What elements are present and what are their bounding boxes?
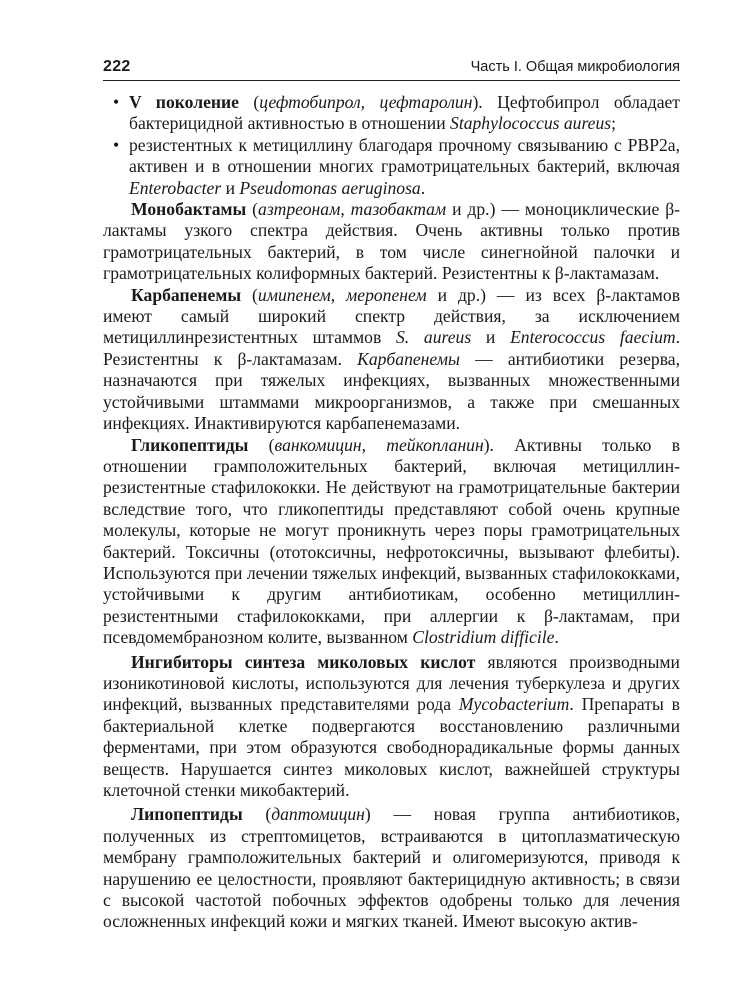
organism-name: Clostridium difficile <box>412 627 555 648</box>
running-head: Часть I. Общая микробиология <box>470 59 680 75</box>
paragraph-glycopeptides: Гликопептиды (ванкомицин, тейкопланин). Активны только в отношении грамположительных бактерий, включая метициллин-резистентные стафилококки. Не действуют на грамотрицательные бактерии вследствие того, что гликопептиды представляют собой очень крупные молекулы, которые не могут проникнуть через поры грамотрицательных бактерий. Токсичны (ототоксичны, нефротоксичны, вызывают флебиты). Используются при лечении тяжелых инфекций, вызванных стафилококками, устойчивыми к другим антибиотикам, особенно метициллин-резистентными стафилококками, при аллергии к β-лактамам, при псевдомембранозном колите, вызванном Clostridium difficile. <box>103 434 680 648</box>
page-header <box>103 58 680 81</box>
term-glycopeptides: Гликопептиды <box>131 434 249 455</box>
page-number: 222 <box>103 58 131 75</box>
drug-name: тазобактам <box>350 199 447 220</box>
term-lipopeptides: Липопептиды <box>131 804 243 825</box>
organism-name: Pseudomonas aeruginosa <box>239 177 421 198</box>
organism-name: S. aureus <box>396 327 472 348</box>
bullet-item-mrsa: • резистентных к метициллину благодаря прочному связыванию с PBP2a, активен и в отношении многих грамотрицательных бактерий, включая Enterobacter и Pseudomonas aeruginosa. <box>129 135 680 199</box>
term-mycolic-acid-inhibitors: Ингибиторы синтеза миколовых кислот <box>131 651 476 672</box>
drug-name: имипенем <box>257 284 331 305</box>
term-monobactams: Монобактамы <box>131 199 247 220</box>
organism-name: Mycobacterium <box>458 694 570 715</box>
bullet-list <box>103 92 680 199</box>
drug-name: тейкопланин <box>386 434 484 455</box>
term-carbapenems: Карбапенемы <box>131 284 242 305</box>
paragraph-lipopeptides: Липопептиды (даптомицин) — новая группа антибиотиков, полученных из стрептомицетов, встраиваются в цитоплазматическую мембрану грамположительных бактерий и олигомеризуются, приводя к нарушению ее целостности, проявляют бактерицидную активность; в связи с высокой частотой побочных эффектов одобрены только для лечения осложненных инфекций кожи и мягких тканей. Имеют высокую актив- <box>103 804 680 932</box>
drug-name: ванкомицин <box>274 434 362 455</box>
drug-name: азтреонам <box>258 199 341 220</box>
term-italic: Карбапенемы <box>357 348 460 369</box>
paragraph-carbapenems: Карбапенемы (имипенем, меропенем и др.) — из всех β-лактамов имеют самый широкий спектр действия, за исключением метициллинрезистентных штаммов S. aureus и Enterococcus faecium. Резистентны к β-лактамазам. Карбапенемы — антибиотики резерва, назначаются при тяжелых инфекциях, вызванных множественными устойчивыми штаммами микроорганизмов, а также при смешанных инфекциях. Инактивируются карбапенемазами. <box>103 284 681 434</box>
organism-name: Enterobacter <box>129 177 222 198</box>
drug-name: меропенем <box>346 284 427 305</box>
drug-names: цефтобипрол, цефтаролин <box>259 92 473 112</box>
term-fifth-generation: V поколение <box>129 92 239 112</box>
page-body <box>103 92 680 933</box>
bullet-item-fifth-generation: • V поколение (цефтобипрол, цефтаролин). Цефтобипрол обладает бактерицидной активностью в отношении Staphylococcus aureus; <box>129 92 680 135</box>
organism-name: Staphylococcus aureus <box>450 113 612 134</box>
drug-name: даптомицин <box>271 804 365 825</box>
organism-name: Enterococcus faecium <box>510 327 676 348</box>
paragraph-mycolic-acid-inhibitors: Ингибиторы синтеза миколовых кислот являются производными изоникотиновой кислоты, используются для лечения туберкулеза и других инфекций, вызванных представителями рода Mycobacterium. Препараты в бактериальной клетке подвергаются восстановлению различными ферментами, при этом образуются свободнорадикальные формы данных веществ. Нарушается синтез миколовых кислот, важнейшей структуры клеточной стенки микобактерий. <box>103 651 680 800</box>
paragraph-monobactams: Монобактамы (азтреонам, тазобактам и др.) — моноциклические β-лактамы узкого спектра действия. Очень активны только против грамотрицательных бактерий, в том числе синегнойной палочки и грамотрицательных колиформных бактерий. Резистентны к β-лактамазам. <box>103 199 681 284</box>
